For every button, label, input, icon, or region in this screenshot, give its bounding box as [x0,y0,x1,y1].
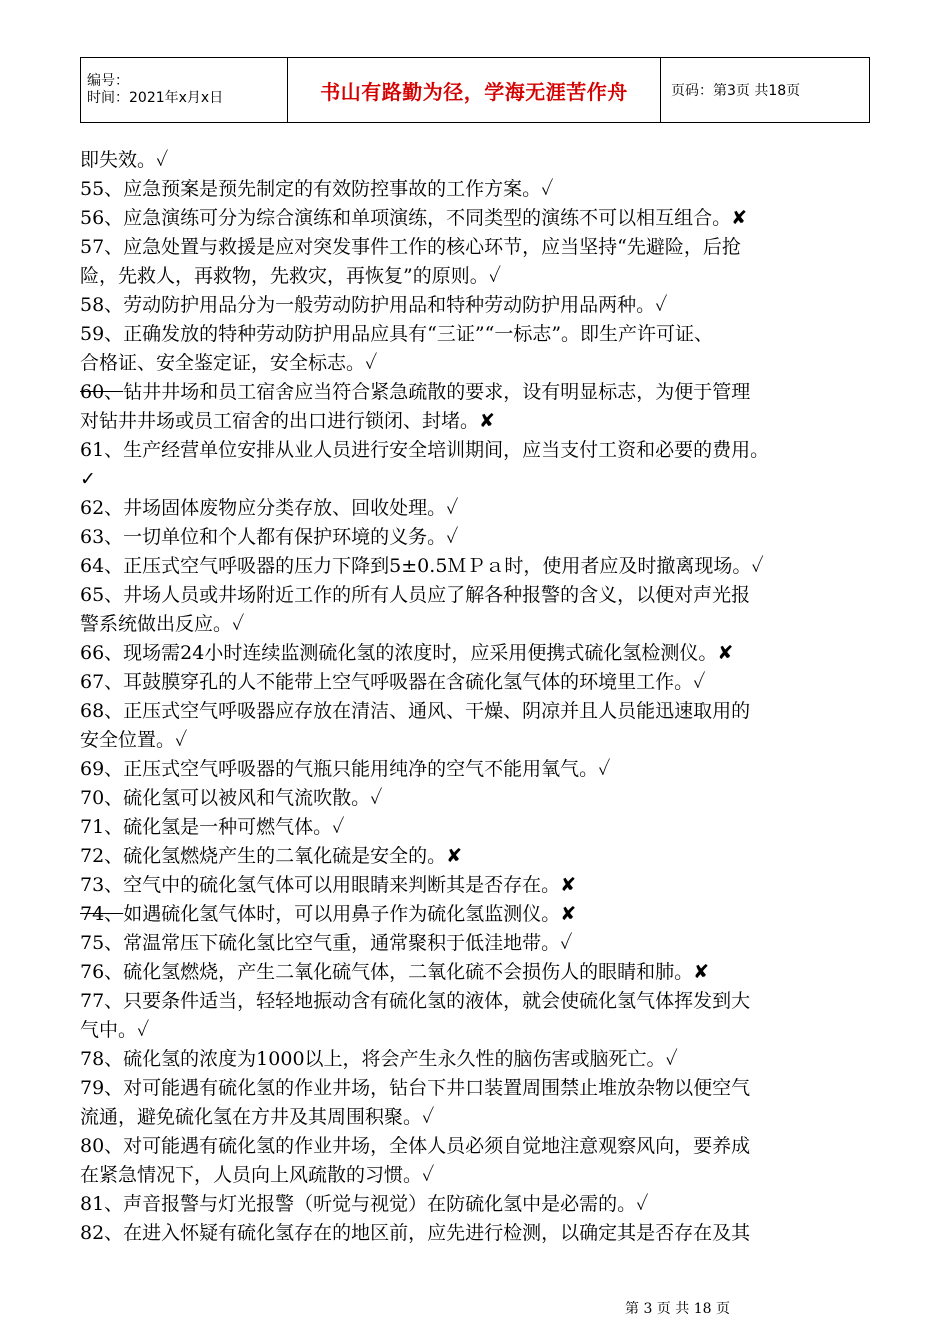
header-motto: 书山有路勤为径，学海无涯苦作舟 [288,58,661,123]
line-text: 81、声音报警与灯光报警（听觉与视觉）在防硫化氢中是必需的。✓ [80,1193,649,1215]
text-line [80,668,880,697]
header-page-number: 页码：第3页 共18页 [661,58,870,123]
text-line [80,552,880,581]
text-line [80,1161,880,1190]
line-text: 73、空气中的硫化氢气体可以用眼睛来判断其是否存在。✘ [80,874,577,896]
text-line [80,726,880,755]
line-text: 警系统做出反应。✓ [80,613,245,635]
line-text: 71、硫化氢是一种可燃气体。✓ [80,816,345,838]
text-line [80,755,880,784]
document-time: 时间：2021年x月x日 [87,90,224,106]
page-footer: 第 3 页 共 18 页 [625,1301,730,1317]
line-text: 70、硫化氢可以被风和气流吹散。✓ [80,787,383,809]
line-text: 75、常温常压下硫化氢比空气重，通常聚积于低洼地带。✓ [80,932,573,954]
line-text: 66、现场需24小时连续监测硫化氢的浓度时，应采用便携式硫化氢检测仪。✘ [80,642,734,664]
text-line [80,610,880,639]
text-line [80,320,880,349]
line-text: 79、对可能遇有硫化氢的作业井场，钻台下井口装置周围禁止堆放杂物以便空气 [80,1077,751,1099]
text-line [80,900,880,929]
text-line [80,987,880,1016]
text-line [80,436,880,465]
text-line [80,175,880,204]
line-text: 77、只要条件适当，轻轻地振动含有硫化氢的液体，就会使硫化氢气体挥发到大 [80,990,751,1012]
struck-number: 74、 [80,903,124,925]
line-text: 55、应急预案是预先制定的有效防控事故的工作方案。✓ [80,178,554,200]
text-line [80,378,880,407]
line-text: 65、井场人员或井场附近工作的所有人员应了解各种报警的含义，以便对声光报 [80,584,751,606]
text-line [80,1219,880,1248]
text-line [80,842,880,871]
text-line [80,494,880,523]
text-line [80,929,880,958]
line-text: 63、一切单位和个人都有保护环境的义务。✓ [80,526,459,548]
line-text: 68、正压式空气呼吸器应存放在清洁、通风、干燥、阴凉并且人员能迅速取用的 [80,700,751,722]
line-text: 58、劳动防护用品分为一般劳动防护用品和特种劳动防护用品两种。✓ [80,294,668,316]
line-text: 在紧急情况下，人员向上风疏散的习惯。✓ [80,1164,435,1186]
text-line [80,407,880,436]
line-text: 67、耳鼓膜穿孔的人不能带上空气呼吸器在含硫化氢气体的环境里工作。✓ [80,671,706,693]
line-text: 流通，避免硫化氢在方井及其周围积聚。✓ [80,1106,435,1128]
text-line [80,871,880,900]
line-text: 78、硫化氢的浓度为1000以上，将会产生永久性的脑伤害或脑死亡。✓ [80,1048,678,1070]
text-line [80,1045,880,1074]
line-text: 合格证、安全鉴定证，安全标志。✓ [80,352,378,374]
line-text: 安全位置。✓ [80,729,188,751]
line-text: 57、应急处置与救援是应对突发事件工作的核心环节，应当坚持“先避险，后抢 [80,236,741,258]
text-line [80,262,880,291]
line-text: 即失效。✓ [80,149,169,171]
text-line [80,146,880,175]
text-line [80,204,880,233]
text-line [80,581,880,610]
line-text: 61、生产经营单位安排从业人员进行安全培训期间，应当支付工资和必要的费用。 [80,439,770,461]
text-line [80,291,880,320]
text-line [80,465,880,494]
header-meta [81,58,288,123]
line-text: ✓ [80,468,96,490]
line-text: 62、井场固体废物应分类存放、回收处理。✓ [80,497,459,519]
text-line [80,958,880,987]
line-text: 如遇硫化氢气体时，可以用鼻子作为硫化氢监测仪。✘ [123,903,577,925]
text-line [80,1132,880,1161]
text-line [80,784,880,813]
text-line [80,1190,880,1219]
line-text: 险，先救人，再救物，先救灾，再恢复”的原则。✓ [80,265,501,287]
line-text: 76、硫化氢燃烧，产生二氧化硫气体，二氧化硫不会损伤人的眼睛和肺。✘ [80,961,710,983]
text-line [80,1074,880,1103]
text-line [80,697,880,726]
line-text: 对钻井井场或员工宿舍的出口进行锁闭、封堵。✘ [80,410,495,432]
text-line [80,813,880,842]
text-line [80,233,880,262]
line-text: 56、应急演练可分为综合演练和单项演练，不同类型的演练不可以相互组合。✘ [80,207,748,229]
document-number: 编号： [87,73,129,89]
text-line [80,639,880,668]
question-list [80,146,880,1248]
struck-number: 60、 [80,381,124,403]
line-text: 59、正确发放的特种劳动防护用品应具有“三证”“一标志”。即生产许可证、 [80,323,714,345]
text-line [80,1103,880,1132]
line-text: 72、硫化氢燃烧产生的二氧化硫是安全的。✘ [80,845,463,867]
line-text: 69、正压式空气呼吸器的气瓶只能用纯净的空气不能用氧气。✓ [80,758,611,780]
text-line [80,523,880,552]
line-text: 64、正压式空气呼吸器的压力下降到5±0.5ＭＰａ时，使用者应及时撤离现场。✓ [80,555,764,577]
text-line [80,1016,880,1045]
line-text: 钻井井场和员工宿舍应当符合紧急疏散的要求，设有明显标志，为便于管理 [123,381,751,403]
line-text: 82、在进入怀疑有硫化氢存在的地区前，应先进行检测，以确定其是否存在及其 [80,1222,751,1244]
page-header [80,57,870,123]
line-text: 气中。✓ [80,1019,150,1041]
text-line [80,349,880,378]
line-text: 80、对可能遇有硫化氢的作业井场，全体人员必须自觉地注意观察风向，要养成 [80,1135,751,1157]
